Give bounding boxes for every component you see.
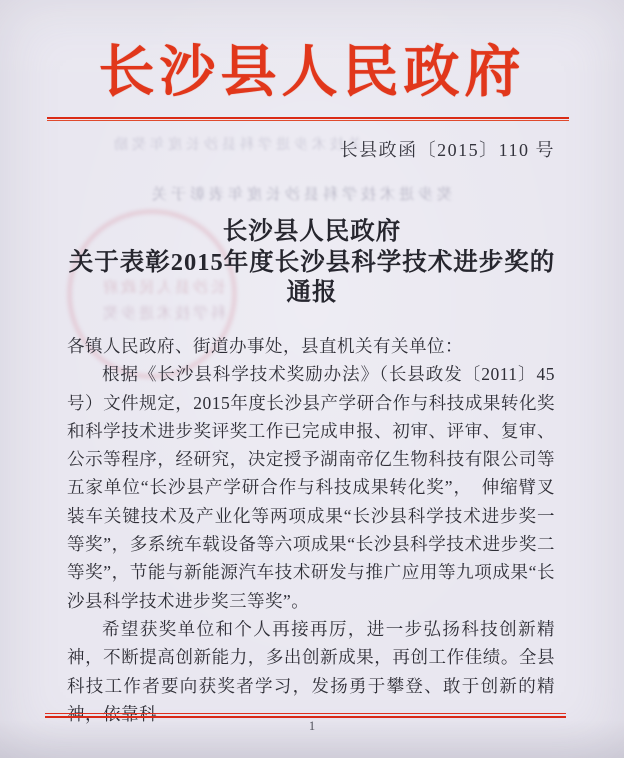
document-number: 长县政函〔2015〕110 号 (339, 140, 555, 160)
document-body (67, 332, 555, 728)
document-title-line-3: 通报 (286, 279, 338, 306)
bleed-through-text-row: 关技术步进学科县沙长度年奖励 (110, 138, 362, 153)
body-paragraph-1: 根据《长沙县科学技术奖励办法》（长县政发〔2011〕45号）文件规定，2015年度长沙县产学研合作与科技成果转化奖和科学技术进步奖评奖工作已完成申报、初审、评审、复审、公示等程序，经研究，决定授予湖南帝亿生物科技有限公司等五家单位“长沙县产学研合作与科技成果转化奖”， 伸缩臂叉装车关键技术及产业化等两项成果“长沙县科学技术进步奖一等奖”，多系统车载设备等六项成果“长沙县科学技术进步奖二等奖”，节能与新能源汽车技术研发与推广应用等九项成果“长沙县科学技术进步奖三等奖”。 (67, 364, 555, 611)
seal-bleed-text: 科学技术进步奖 (99, 306, 226, 322)
letterhead-org-title: 长沙县人民政府 (98, 42, 526, 104)
letterhead-red-rule (47, 117, 569, 121)
seal-bleed-text: 长沙县人民政府 (99, 280, 226, 296)
document-title-line-1: 长沙县人民政府 (222, 218, 402, 245)
footer-red-rule (45, 713, 566, 718)
body-paragraph-2: 希望获奖单位和个人再接再厉，进一步弘扬科技创新精神，不断提高创新能力，多出创新成果，再创工作佳绩。全县科技工作者要向获奖者学习，发扬勇于攀登、敢于创新的精神，依靠科 (67, 618, 555, 724)
document-title-line-2: 关于表彰2015年度长沙县科学技术进步奖的 (68, 248, 556, 276)
document-title (0, 217, 624, 309)
salutation-line: 各镇人民政府、街道办事处，县直机关有关单位： (67, 336, 463, 356)
page-number: 1 (308, 719, 316, 733)
bleed-through-text-row: 奖步进术技学科县沙长度年表彰于关 (147, 187, 452, 203)
